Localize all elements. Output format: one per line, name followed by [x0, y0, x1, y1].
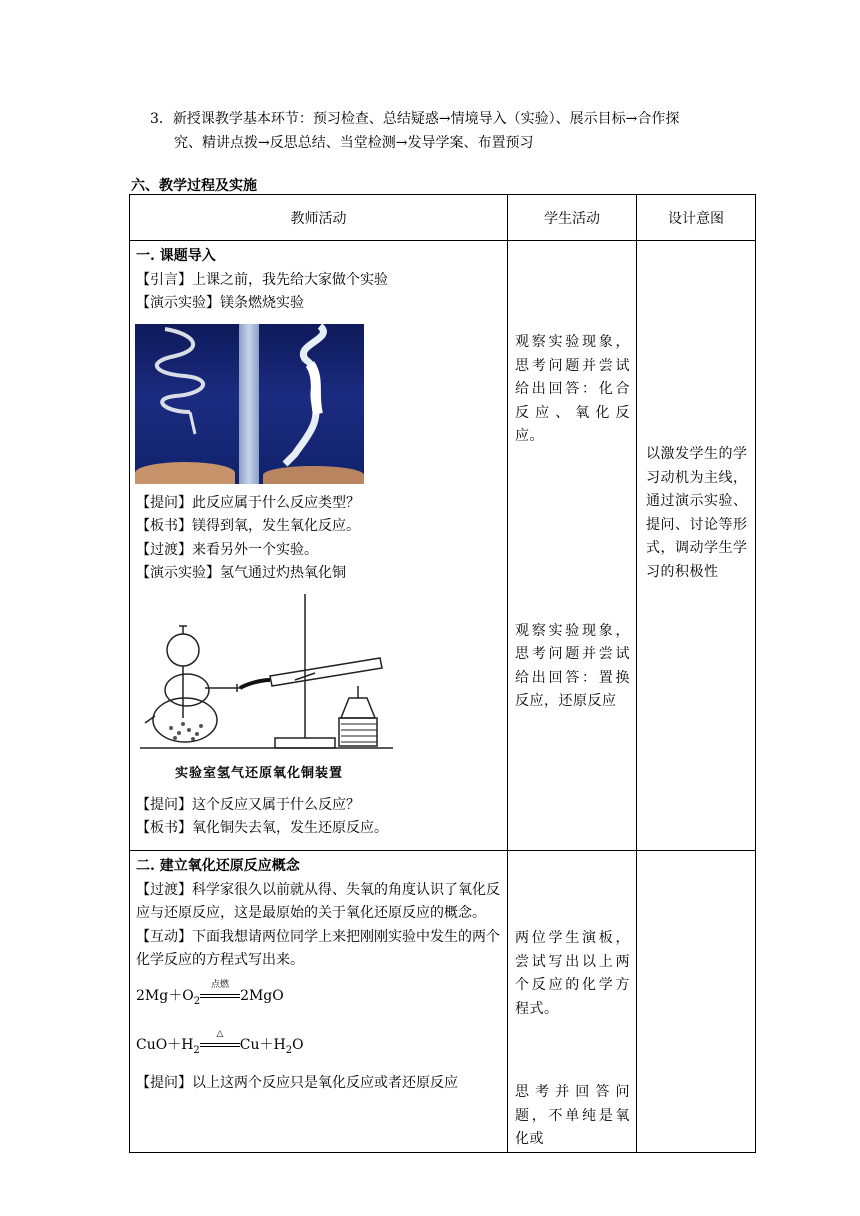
section-title: 六、教学过程及实施	[131, 178, 257, 194]
student-response-3: 两位学生演板，尝试写出以上两个反应的化学方程式。	[515, 930, 630, 1017]
design-cell-1	[637, 241, 756, 851]
row1-line: 【演示实验】氢气通过灼热氧化铜	[136, 565, 346, 581]
header-student-activity: 学生活动	[508, 195, 637, 241]
student-cell-2	[508, 851, 637, 1153]
magnesium-burning-photo	[135, 324, 364, 484]
row1-line: 【板书】氧化铜失去氧，发生还原反应。	[136, 820, 388, 836]
student-response-1: 观察实验现象，思考问题并尝试给出回答：化合反应、氧化反应。	[515, 334, 630, 444]
header-teacher-activity: 教师活动	[130, 195, 508, 241]
table-row	[130, 851, 756, 1153]
student-response-2: 观察实验现象，思考问题并尝试给出回答：置换反应，还原反应	[515, 622, 630, 709]
row1-line: 【演示实验】镁条燃烧实验	[136, 295, 304, 311]
student-cell-1	[508, 241, 637, 851]
table-header-row	[130, 195, 756, 241]
intro-line-1: 3．新授课教学基本环节：预习检查、总结疑惑→情境导入（实验）、展示目标→合作探	[150, 111, 680, 127]
row1-line: 【提问】这个反应又属于什么反应？	[136, 796, 360, 813]
row2-paragraph: 【互动】下面我想请两位同学上来把刚刚实验中发生的两个化学反应的方程式写出来。	[136, 928, 500, 968]
row2-heading: 二. 建立氧化还原反应概念	[136, 858, 300, 874]
header-design-intent: 设计意图	[637, 195, 756, 241]
table-row	[130, 241, 756, 851]
teaching-process-table	[129, 194, 756, 1153]
teacher-cell-1	[130, 241, 508, 851]
equation-magnesium: $2Mg+O_2$ 点燃 2MgO	[136, 979, 284, 1007]
row2-paragraph: 【过渡】科学家很久以前就从得、失氧的角度认识了氧化反应与还原反应，这是最原始的关于氧化还原反应的概念。	[136, 881, 500, 921]
row1-line: 【引言】上课之前，我先给大家做个实验	[136, 271, 388, 288]
intro-paragraph	[150, 107, 740, 155]
teacher-cell-2	[130, 851, 508, 1153]
hydrogen-reduction-apparatus-diagram	[135, 588, 400, 788]
apparatus-caption: 实验室氢气还原氧化铜装置	[175, 765, 344, 781]
row2-paragraph: 【提问】以上这两个反应只是氧化反应或者还原反应	[136, 1075, 458, 1092]
design-intent-1: 以激发学生的学习动机为主线，通过演示实验、提问、讨论等形式，调动学生学习的积极性	[646, 446, 748, 580]
row1-line: 【板书】镁得到氧，发生氧化反应。	[136, 518, 360, 534]
design-cell-2	[637, 851, 756, 1153]
student-response-4: 思考并回答问题，不单纯是氧化或	[515, 1084, 630, 1147]
row1-heading: 一. 课题导入	[136, 248, 216, 264]
row1-line: 【提问】此反应属于什么反应类型？	[136, 494, 360, 511]
equation-copper-oxide: $CuO+H_2$ △ $Cu+H_2O$	[136, 1029, 304, 1057]
row1-line: 【过渡】来看另外一个实验。	[136, 541, 318, 558]
intro-line-2: 究、精讲点拨→反思总结、当堂检测→发导学案、布置预习	[174, 135, 534, 151]
